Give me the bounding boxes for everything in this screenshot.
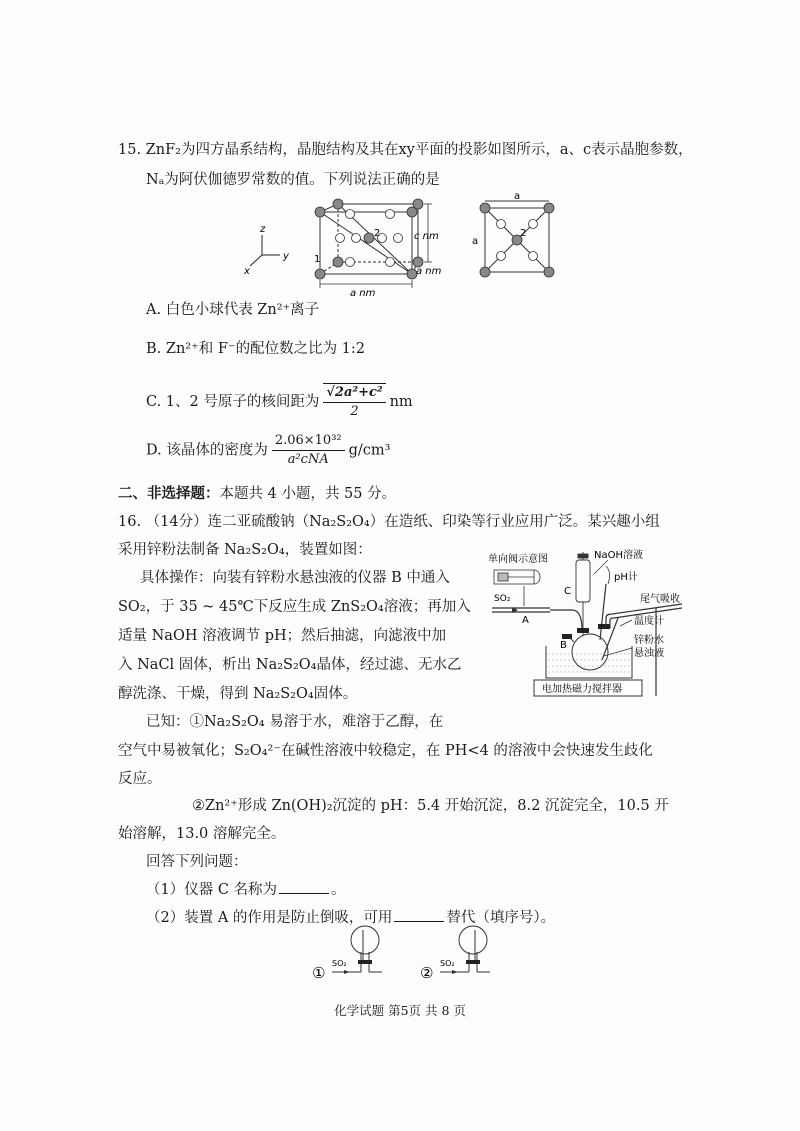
naoh-solution-label: NaOH溶液 (594, 550, 643, 561)
one-way-valve-icon (494, 570, 540, 584)
q16-intro-line2: 采用锌粉法制备 Na₂S₂O₄，装置如图： (118, 542, 372, 558)
anti-suckback-options-figure (310, 918, 510, 986)
valve-diagram-title: 单向阀示意图 (488, 554, 548, 565)
proj-white-atom (529, 220, 538, 229)
white-atom (346, 258, 355, 267)
proj-corner-atom (480, 203, 490, 213)
q15-option-d: D. 该晶体的密度为 $\frac{\text{2.06×10³²}}{\text{a²cNA}}$ g/cm³ (146, 433, 391, 467)
zinc-suspension-label-2: 悬浊液 (634, 648, 664, 659)
white-atom (346, 210, 355, 219)
axis-z-label: z (260, 224, 266, 235)
three-neck-flask-b (568, 634, 608, 670)
option-1-so2: SO₂ (332, 959, 347, 968)
ph-electrode-wire (606, 566, 610, 584)
apparatus-figure (482, 548, 694, 706)
stirrer-label: 电加热磁力搅拌器 (542, 684, 622, 695)
option-1-stopper (358, 960, 372, 964)
q16-known-line3: 反应。 (118, 771, 162, 787)
q15-option-c: C. 1、2 号原子的核间距为 $\frac{\text{√2a²+c²}}{2}$ nm (146, 385, 413, 419)
label-c: C (564, 586, 571, 597)
proj-a-left-label: a (472, 236, 479, 247)
page-footer: 化学试题 第5页 共 8 页 (334, 1003, 466, 1018)
proj-white-atom (497, 220, 506, 229)
label-b: B (560, 640, 567, 651)
white-atom (386, 258, 395, 267)
a-nm-bottom-label: a nm (350, 288, 376, 299)
q15-option-b: B. Zn²⁺和 F⁻的配位数之比为 1:2 (146, 341, 366, 357)
option-2-so2: SO₂ (440, 959, 455, 968)
proj-corner-atom (544, 203, 554, 213)
axis-x-label: x (244, 266, 250, 277)
water-bath-hatch (548, 654, 630, 672)
white-atom (336, 234, 345, 243)
dropping-funnel-c (576, 552, 590, 636)
proj-corner-atom (480, 267, 490, 277)
proj-white-atom (497, 252, 506, 261)
crystal-figure (240, 192, 570, 300)
q15-stem-line1: 15. ZnF₂为四方晶系结构，晶胞结构及其在xy平面的投影如图所示，a、c表示晶胞参数， (118, 142, 693, 158)
option-2-stopper (466, 960, 480, 964)
white-atom (352, 234, 361, 243)
q16-op-line3: 适量 NaOH 溶液调节 pH；然后抽滤，向滤液中加 (118, 628, 447, 644)
corner-atom (333, 199, 343, 209)
q16-answer-prompt: 回答下列问题： (146, 854, 248, 870)
zinc-suspension-label-1: 锌粉水 (634, 635, 664, 646)
proj-atom-2-label: 2 (520, 228, 527, 239)
thermometer-label: 温度计 (634, 616, 664, 627)
q16-op-line2: SO₂，于 35 ~ 45℃下反应生成 ZnS₂O₄溶液；再加入 (118, 599, 471, 615)
q16-op-line1: 具体操作：向装有锌粉水悬浊液的仪器 B 中通入 (140, 570, 450, 586)
q15-stem-line2: Nₐ为阿伏伽德罗常数的值。下列说法正确的是 (146, 172, 440, 188)
atom-2-label: 2 (374, 228, 381, 239)
water-bath (546, 646, 632, 678)
so2-inlet-label: SO₂ (494, 594, 511, 604)
q15-number: 15. (118, 142, 142, 158)
q16-known-line5: 始溶解，13.0 溶解完全。 (118, 826, 286, 842)
corner-atom (413, 199, 423, 209)
c-nm-label: c nm (414, 231, 439, 242)
corner-atom (315, 207, 325, 217)
proj-white-atom (529, 252, 538, 261)
option-1-marker: ① (312, 964, 326, 982)
white-atom (394, 234, 403, 243)
label-a: A (522, 615, 529, 626)
corner-atom (315, 269, 325, 279)
tail-gas-label: 尾气吸收 (640, 594, 680, 605)
option-2-marker: ② (420, 964, 434, 982)
q16-op-line4: 入 NaCl 固体，析出 Na₂S₂O₄晶体，经过滤、无水乙 (118, 657, 462, 673)
q16-sub1: （1）仪器 C 名称为 。 (146, 879, 346, 900)
section-2-heading: 二、非选择题：本题共 4 小题，共 55 分。 (118, 485, 397, 502)
answer-blank-1[interactable] (279, 879, 329, 894)
q16-sub2: （2）装置 A 的作用是防止倒吸，可用 替代（填序号）。 (146, 907, 555, 928)
inlet-tube (492, 608, 582, 630)
corner-atom (333, 257, 343, 267)
q16-known-line2: 空气中易被氧化；S₂O₄²⁻在碱性溶液中较稳定，在 PH<4 的溶液中会快速发生歧化 (118, 743, 653, 759)
q15-option-a: A. 白色小球代表 Zn²⁺离子 (146, 302, 320, 318)
axis-y-label: y (283, 251, 289, 262)
white-atom (386, 210, 395, 219)
q16-op-line5: 醇洗涤、干燥，得到 Na₂S₂O₄固体。 (118, 686, 358, 702)
ph-meter-label: pH计 (614, 572, 638, 583)
q16-known-line4: ②Zn²⁺形成 Zn(OH)₂沉淀的 pH：5.4 开始沉淀，8.2 沉淀完全，10.5 开 (192, 798, 669, 814)
q16-intro-line1: 16. （14分）连二亚硫酸钠（Na₂S₂O₄）在造纸、印染等行业应用广泛。某兴趣小组 (118, 514, 660, 530)
option-d-fraction: $\frac{\text{2.06×10³²}}{\text{a²cNA}}$ (272, 432, 345, 469)
proj-corner-atom (544, 267, 554, 277)
a-nm-side-label: a nm (416, 266, 442, 277)
axes-icon (250, 235, 280, 266)
center-atom (364, 233, 374, 243)
q16-known-line1: 已知：①Na₂S₂O₄ 易溶于水，难溶于乙醇，在 (146, 714, 444, 730)
proj-a-top-label: a (514, 192, 521, 202)
atom-1-label: 1 (314, 254, 321, 265)
option-c-fraction: $\frac{\text{√2a²+c²}}{2}$ (323, 383, 385, 421)
